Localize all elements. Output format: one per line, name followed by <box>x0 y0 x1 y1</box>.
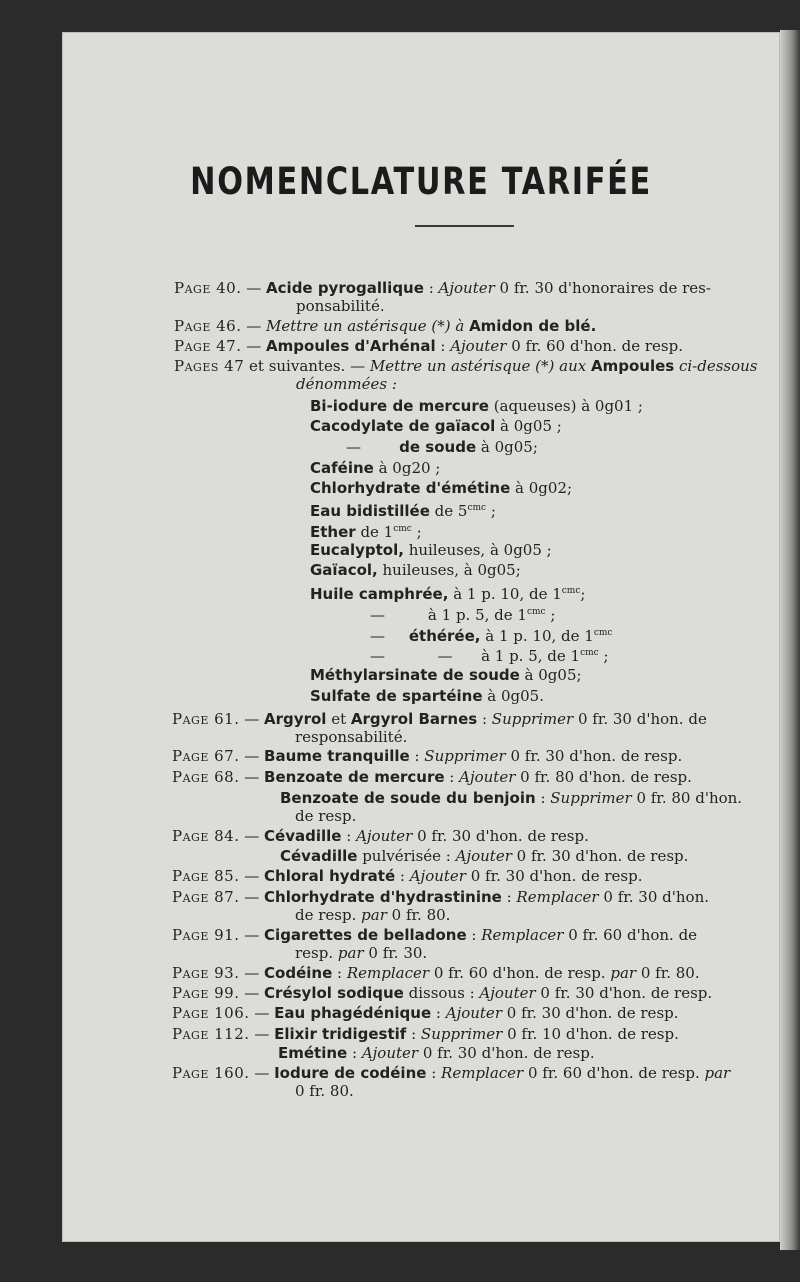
entry-line: Benzoate de soude du benjoin : Supprimer 0 fr. 80 d'hon. <box>280 789 743 807</box>
list-item: Huile camphrée, à 1 p. 10, de $1^{cmc}$; <box>310 585 586 603</box>
entry-line: Emétine : Ajouter 0 fr. 30 d'hon. de resp. <box>278 1044 595 1062</box>
entry-continuation: responsabilité. <box>295 728 408 746</box>
list-item: — à 1 p. 5, de $1^{cmc}$ ; <box>370 606 556 624</box>
page-title: NOMENCLATURE TARIFÉE <box>190 160 652 203</box>
entry-line: Page 61. — Argyrol et Argyrol Barnes : Supprimer 0 fr. 30 d'hon. de <box>172 710 707 728</box>
entry-continuation: de resp. par 0 fr. 80. <box>295 906 451 924</box>
list-item: Sulfate de spartéine à 0g05. <box>310 687 544 705</box>
entry-line: Pages 47 et suivantes. — Mettre un astérisque (*) aux Ampoules ci-dessous <box>174 357 758 375</box>
page-ref: Page 40. <box>174 279 242 297</box>
entry-line: Cévadille pulvérisée : Ajouter 0 fr. 30 d'hon. de resp. <box>280 847 689 865</box>
entry-line: Page 85. — Chloral hydraté : Ajouter 0 fr. 30 d'hon. de resp. <box>172 867 643 885</box>
entry-continuation: de resp. <box>295 807 357 825</box>
list-item: Eau bidistillée de $5^{cmc}$ ; <box>310 502 496 520</box>
entry-line: Page 68. — Benzoate de mercure : Ajouter 0 fr. 80 d'hon. de resp. <box>172 768 692 786</box>
entry-line: Page 106. — Eau phagédénique : Ajouter 0 fr. 30 d'hon. de resp. <box>172 1004 679 1022</box>
list-item: — éthérée, à 1 p. 10, de $1^{cmc}$ <box>370 627 613 645</box>
list-item: Chlorhydrate d'émétine à 0g02; <box>310 479 573 497</box>
entry-line: Page 46. — Mettre un astérisque (*) à Amidon de blé. <box>174 317 597 335</box>
list-item: Méthylarsinate de soude à 0g05; <box>310 666 582 684</box>
entry-line: Page 87. — Chlorhydrate d'hydrastinine : Remplacer 0 fr. 30 d'hon. <box>172 888 709 906</box>
list-item: Bi-iodure de mercure (aqueuses) à 0g01 ; <box>310 397 643 415</box>
list-item: — de soude à 0g05; <box>346 438 538 456</box>
entry-line: Page 93. — Codéine : Remplacer 0 fr. 60 d'hon. de resp. par 0 fr. 80. <box>172 964 700 982</box>
product-name: Acide pyrogallique <box>266 279 424 297</box>
entry-continuation: ponsabilité. <box>296 297 385 315</box>
list-item: Cacodylate de gaïacol à 0g05 ; <box>310 417 562 435</box>
entry-line: Page 67. — Baume tranquille : Supprimer 0 fr. 30 d'hon. de resp. <box>172 747 683 765</box>
entry-line: Page 40. — Acide pyrogallique : Ajouter 0 fr. 30 d'honoraires de res- <box>174 279 711 297</box>
list-item: — — à 1 p. 5, de $1^{cmc}$ ; <box>370 647 609 665</box>
list-item: Caféine à 0g20 ; <box>310 459 441 477</box>
entry-continuation: resp. par 0 fr. 30. <box>295 944 428 962</box>
entry-line: Page 84. — Cévadille : Ajouter 0 fr. 30 d'hon. de resp. <box>172 827 589 845</box>
title-rule <box>415 225 514 227</box>
list-item: Eucalyptol, huileuses, à 0g05 ; <box>310 541 552 559</box>
page-edge <box>780 30 800 1250</box>
entry-continuation: 0 fr. 80. <box>295 1082 354 1100</box>
document-page <box>62 32 780 1242</box>
list-item: Ether de $1^{cmc}$ ; <box>310 523 422 541</box>
entry-line: Page 47. — Ampoules d'Arhénal : Ajouter 0 fr. 60 d'hon. de resp. <box>174 337 683 355</box>
entry-line: Page 160. — Iodure de codéine : Remplacer 0 fr. 60 d'hon. de resp. par <box>172 1064 731 1082</box>
entry-line: Page 99. — Crésylol sodique dissous : Ajouter 0 fr. 30 d'hon. de resp. <box>172 984 713 1002</box>
entry-line: Page 112. — Elixir tridigestif : Supprimer 0 fr. 10 d'hon. de resp. <box>172 1025 679 1043</box>
list-item: Gaïacol, huileuses, à 0g05; <box>310 561 521 579</box>
entry-continuation: dénommées : <box>296 375 397 393</box>
entry-line: Page 91. — Cigarettes de belladone : Remplacer 0 fr. 60 d'hon. de <box>172 926 698 944</box>
